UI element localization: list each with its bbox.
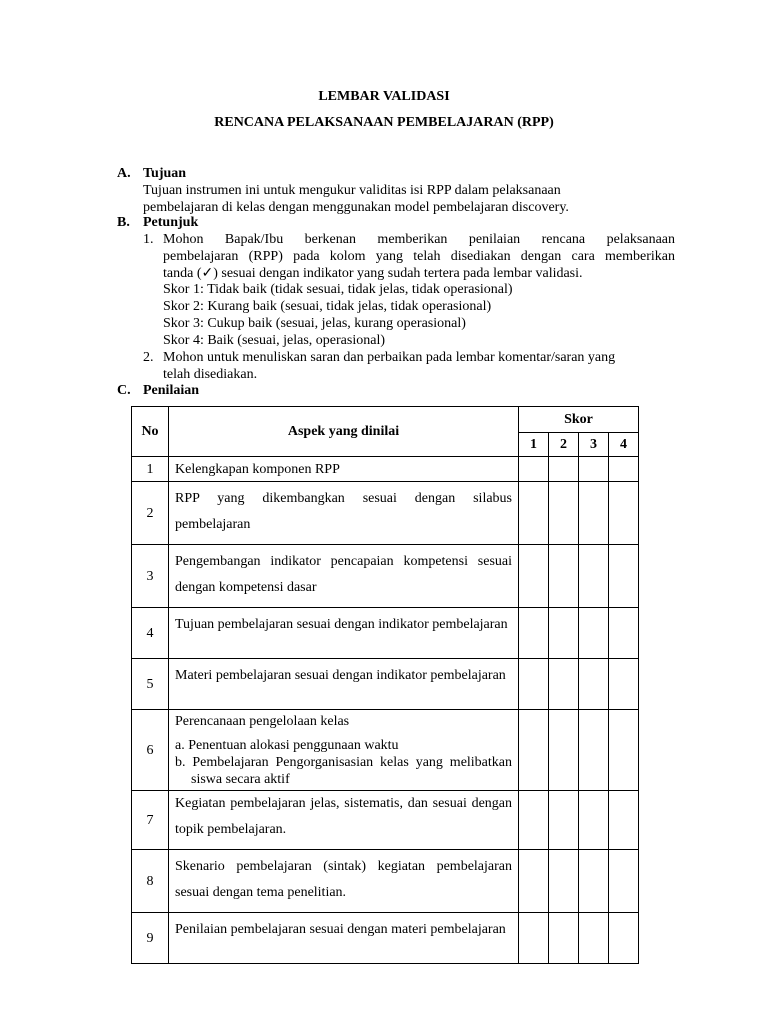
header-skor: Skor [519,407,639,433]
section-a-letter: A. [117,166,131,181]
aspect-text: Skenario pembelajaran (sintak) kegiatan pembelajaran sesuai dengan tema penelitian. [175,859,512,900]
score-cell-2[interactable] [549,913,579,964]
row-aspect [169,791,519,850]
score-cell-3[interactable] [579,659,609,710]
score-cell-4[interactable] [609,913,639,964]
table-row [132,482,639,545]
score-cell-3[interactable] [579,608,609,659]
header-score-1: 1 [519,433,549,457]
row-number: 5 [132,659,169,710]
score-cell-1[interactable] [519,482,549,545]
score-cell-2[interactable] [549,659,579,710]
section-b-letter: B. [117,215,130,230]
row-number: 6 [132,710,169,791]
instruction-2-line-2: telah disediakan. [163,367,258,382]
score-desc-1: Skor 1: Tidak baik (tidak sesuai, tidak jelas, tidak operasional) [163,282,513,297]
score-cell-1[interactable] [519,791,549,850]
table-row [132,659,639,710]
score-cell-1[interactable] [519,545,549,608]
row-aspect [169,710,519,791]
score-cell-3[interactable] [579,913,609,964]
row-number: 4 [132,608,169,659]
instruction-2-number: 2. [143,350,154,365]
row-number: 7 [132,791,169,850]
section-a-line-2: pembelajaran di kelas dengan menggunakan model pembelajaran discovery. [143,200,569,215]
header-no: No [132,407,169,457]
instruction-1-line-1: Mohon Bapak/Ibu berkenan memberikan penilaian rencana pelaksanaan [163,232,675,247]
instruction-1-number: 1. [143,232,154,247]
row-number: 1 [132,457,169,482]
aspect-text: Kegiatan pembelajaran jelas, sistematis, dan sesuai dengan topik pembelajaran. [175,796,512,837]
score-cell-4[interactable] [609,482,639,545]
section-c-title: Penilaian [143,383,200,398]
header-score-4: 4 [609,433,639,457]
score-cell-4[interactable] [609,545,639,608]
header-score-2: 2 [549,433,579,457]
row-number: 8 [132,850,169,913]
table-row [132,710,639,791]
score-cell-4[interactable] [609,457,639,482]
score-cell-3[interactable] [579,710,609,791]
score-cell-4[interactable] [609,608,639,659]
score-cell-4[interactable] [609,850,639,913]
score-cell-4[interactable] [609,659,639,710]
score-cell-3[interactable] [579,457,609,482]
score-cell-1[interactable] [519,457,549,482]
section-a-heading [117,165,186,182]
row-aspect [169,457,519,482]
score-desc-2: Skor 2: Kurang baik (sesuai, tidak jelas, tidak operasional) [163,299,492,314]
section-c-letter: C. [117,383,131,398]
validation-table [131,406,639,964]
score-cell-1[interactable] [519,850,549,913]
aspect-text: Perencanaan pengelolaan kelas [175,714,350,729]
section-b-title: Petunjuk [143,215,199,230]
row-aspect [169,659,519,710]
score-cell-2[interactable] [549,608,579,659]
aspect-text: Pengembangan indikator pencapaian kompetensi sesuai dengan kompetensi dasar [175,554,512,595]
score-cell-2[interactable] [549,482,579,545]
page-title: LEMBAR VALIDASI [318,89,450,104]
table-row [132,791,639,850]
row-aspect [169,545,519,608]
table-row [132,850,639,913]
aspect-text: RPP yang dikembangkan sesuai dengan silabus pembelajaran [175,491,512,532]
score-cell-2[interactable] [549,791,579,850]
aspect-subitem-b: b. Pembelajaran Pengorganisasian kelas yang melibatkan siswa secara aktif [175,755,512,787]
table-row [132,913,639,964]
score-cell-4[interactable] [609,710,639,791]
section-a-title: Tujuan [143,166,187,181]
row-aspect [169,482,519,545]
score-cell-2[interactable] [549,457,579,482]
instruction-1-line-2: pembelajaran (RPP) pada kolom yang telah disediakan dengan cara memberikan [163,249,675,264]
row-number: 3 [132,545,169,608]
section-a-line-1: Tujuan instrumen ini untuk mengukur validitas isi RPP dalam pelaksanaan [143,183,561,198]
row-number: 2 [132,482,169,545]
score-desc-3: Skor 3: Cukup baik (sesuai, jelas, kurang operasional) [163,316,466,331]
header-aspek: Aspek yang dinilai [169,407,519,457]
score-desc-4: Skor 4: Baik (sesuai, jelas, operasional) [163,333,386,348]
row-aspect [169,913,519,964]
score-cell-1[interactable] [519,710,549,791]
score-cell-1[interactable] [519,913,549,964]
score-cell-2[interactable] [549,850,579,913]
score-cell-3[interactable] [579,482,609,545]
score-cell-2[interactable] [549,710,579,791]
score-cell-1[interactable] [519,608,549,659]
aspect-text: Penilaian pembelajaran sesuai dengan materi pembelajaran [175,922,506,937]
score-cell-4[interactable] [609,791,639,850]
row-aspect [169,850,519,913]
page-subtitle: RENCANA PELAKSANAAN PEMBELAJARAN (RPP) [214,115,554,130]
table-row [132,457,639,482]
aspect-text: Materi pembelajaran sesuai dengan indikator pembelajaran [175,668,506,683]
score-cell-3[interactable] [579,791,609,850]
score-cell-3[interactable] [579,850,609,913]
section-c-heading [117,382,199,399]
score-cell-3[interactable] [579,545,609,608]
header-score-3: 3 [579,433,609,457]
aspect-text: Tujuan pembelajaran sesuai dengan indikator pembelajaran [175,617,508,632]
aspect-text: Kelengkapan komponen RPP [175,461,340,477]
row-aspect [169,608,519,659]
score-cell-1[interactable] [519,659,549,710]
table-row [132,608,639,659]
row-number: 9 [132,913,169,964]
table-row [132,545,639,608]
section-b-heading [117,214,198,231]
score-cell-2[interactable] [549,545,579,608]
table-header-row [132,407,639,433]
instruction-2-line-1: Mohon untuk menuliskan saran dan perbaikan pada lembar komentar/saran yang [163,350,616,365]
aspect-sublist [175,737,512,788]
aspect-subitem-a: a. Penentuan alokasi penggunaan waktu [175,738,399,753]
instruction-1-line-3: tanda (✓) sesuai dengan indikator yang sudah tertera pada lembar validasi. [163,266,583,281]
